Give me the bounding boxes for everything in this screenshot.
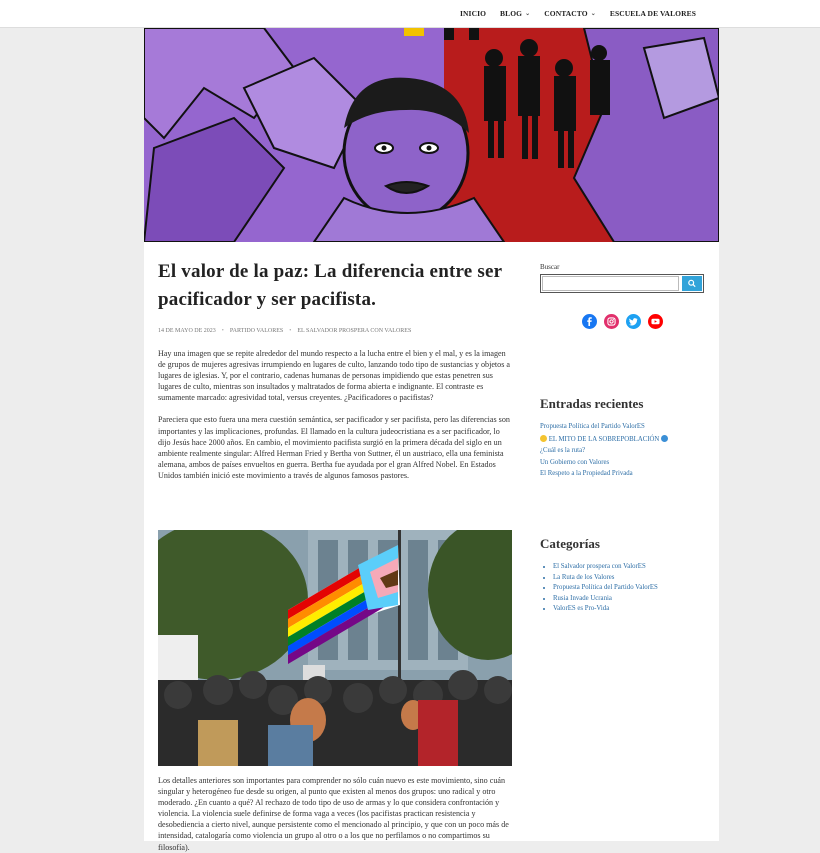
globe-emoji-icon (661, 435, 668, 442)
nav-item-escuela[interactable] (610, 9, 696, 18)
meta-separator: • (289, 328, 292, 334)
recent-post-link[interactable]: El Respeto a la Propiedad Privada (540, 470, 633, 478)
category-link[interactable]: • Propuesta Política del Partido ValorES (553, 583, 658, 594)
search-label: Buscar (540, 263, 560, 271)
post-category[interactable]: EL SALVADOR PROSPERA CON VALORES (297, 328, 412, 334)
categories-widget (540, 536, 658, 615)
recent-post-link[interactable]: ¿Cuál es la ruta? (540, 447, 586, 455)
thinking-emoji-icon (540, 435, 547, 442)
post-date[interactable]: 14 DE MAYO DE 2023 (158, 328, 216, 334)
youtube-icon[interactable] (648, 314, 663, 329)
nav-item-label: ESCUELA DE VALORES (609, 9, 696, 18)
hero-illustration (144, 28, 719, 242)
protest-photo (158, 530, 512, 766)
main-menu (460, 0, 696, 27)
recent-post-link[interactable] (540, 435, 668, 443)
recent-posts-title: Entradas recientes (540, 396, 644, 411)
category-link[interactable]: • La Ruta de los Valores (553, 573, 658, 584)
search-form (540, 274, 704, 293)
top-navigation-bar (0, 0, 820, 28)
category-link[interactable]: • Rusia Invade Ucrania (553, 594, 658, 605)
nav-item-label: INICIO (460, 9, 487, 18)
protest-photo-image (158, 530, 512, 766)
categories-title: Categorías (540, 536, 600, 551)
social-links (540, 314, 704, 329)
instagram-icon[interactable] (604, 314, 619, 329)
search-button[interactable] (682, 276, 702, 291)
chevron-down-icon: ⌄ (525, 11, 531, 17)
hero-artwork (144, 28, 719, 242)
nav-item-blog[interactable] (500, 9, 530, 18)
recent-post-link[interactable]: Un Gobierno con Valores (540, 458, 610, 466)
chevron-down-icon: ⌄ (590, 11, 596, 17)
meta-separator: • (221, 328, 224, 334)
post-title: El valor de la paz: La diferencia entre ser pacificador y ser pacifista. (158, 261, 502, 310)
category-link[interactable]: • ValorES es Pro-Vida (553, 604, 658, 615)
sidebar (540, 263, 710, 613)
nav-item-contacto[interactable] (544, 9, 596, 18)
page-content (144, 28, 719, 852)
recent-post-label: EL MITO DE LA SOBREPOBLACIÓN (548, 435, 660, 443)
search-icon (688, 279, 696, 288)
facebook-icon[interactable] (582, 314, 597, 329)
recent-post-link[interactable]: Propuesta Política del Partido ValorES (540, 423, 645, 430)
post-paragraph: Pareciera que esto fuera una mera cuestión semántica, ser pacificador y ser pacifista, pero las diferencias son importantes y las implicaciones, profundas. El llamado en la cultura judeocristiana es a ser pacificador, lo dijo Jesús hace 2000 años. En cambio, el movimiento pacifista surgió en la primera década del siglo en un ambiente realmente singular: Alfred Herman Fried y Bertha von Suttner, él un austriaco, ella una feminista alemana, ambos de países envueltos en guerra. Bertha fue ayudada por el gran Alfred Nobel. En Estados Unidos también inició este movimiento a través de algunos famosos pastores. (158, 415, 510, 480)
category-link[interactable]: • El Salvador prospera con ValorES (553, 562, 658, 573)
recent-posts-list (540, 423, 668, 477)
categories-list (540, 562, 658, 615)
post-paragraph: Los detalles anteriores son importantes para comprender no sólo cuán nuevo es este movimiento, sino cuán singular y heterogéneo fue desde su origen, al punto que existen al menos dos grupos: uno radical y otro moderado. ¿En cuanto a qué? Al rechazo de todo tipo de uso de armas y lo que considera confrontación y violencia. La violencia suele definirse de forma vaga a veces (los pacifistas practican resistencia y desobediencia a cierto nivel, aunque persistente como el mencionado al principio, y que con un poco más de intensidad, catalogaría como violencia un grupo al otro o a los que no perfilamos o no compartimos su filosofía). (158, 776, 509, 852)
post-content (158, 258, 512, 852)
post-author[interactable]: PARTIDO VALORES (229, 328, 284, 334)
post-meta (158, 328, 512, 334)
recent-posts-widget (540, 396, 668, 482)
search-input[interactable] (542, 276, 679, 291)
post-paragraph: Hay una imagen que se repite alrededor del mundo respecto a la lucha entre el bien y el mal, y es la imagen de grupos de mujeres agresivas irrumpiendo en lugares de culto, lanzando todo tipo de sustancias y objetos a lugares de iglesias. Y, por el contrario, cadenas humanas de personas impidiendo que estas penetren sus lugares de culto, mientras son insultados y maltratados de forma abierta e indignante. El contraste es sumamente marcado: agresividad total, versus creyentes. ¿Pacificadores o pacifistas? (158, 349, 510, 403)
twitter-icon[interactable] (626, 314, 641, 329)
nav-item-label: CONTACTO (544, 9, 588, 18)
nav-item-inicio[interactable] (460, 9, 486, 18)
nav-item-label: BLOG (500, 9, 523, 18)
